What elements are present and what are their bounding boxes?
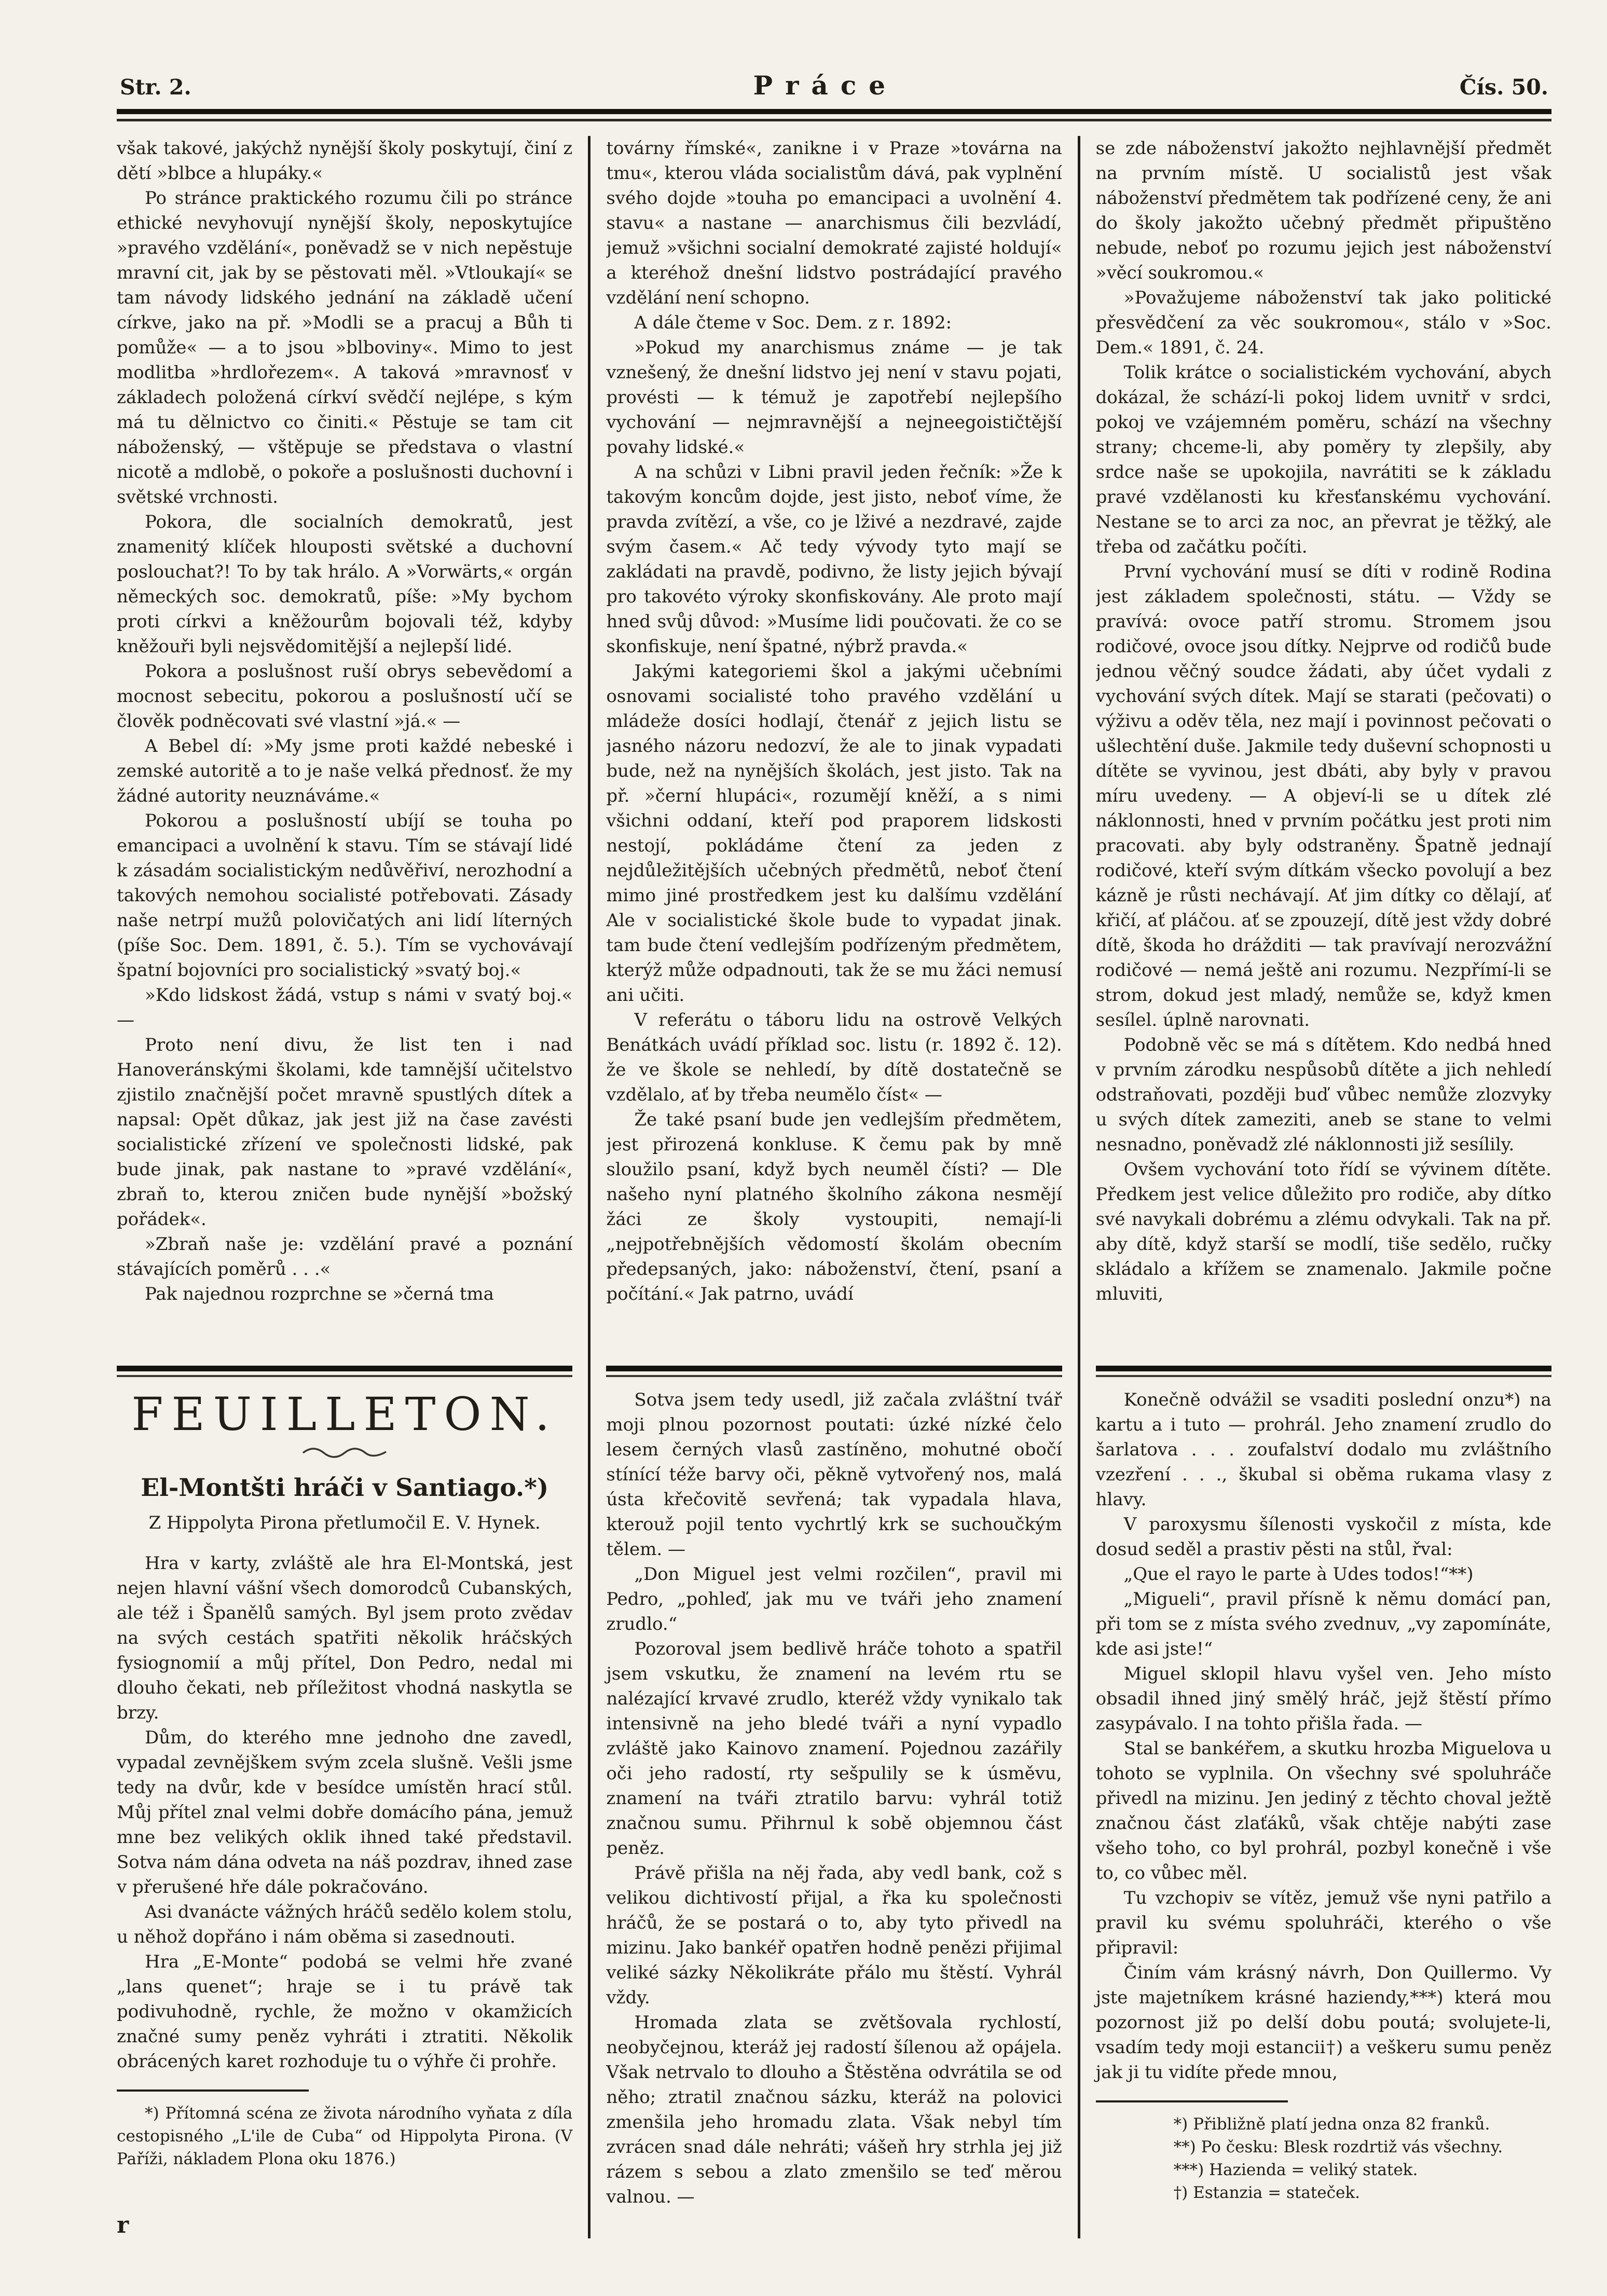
footnote: †) Estanzia = stateček.: [1173, 2183, 1360, 2202]
main-article-col3: [1096, 136, 1551, 1360]
feuilleton-paragraph: V paroxysmu šílenosti vyskočil z místa, kde dosud seděl a prastiv pěsti na stůl, řval:: [1095, 1514, 1551, 1560]
article-paragraph: V referátu o táboru lidu na ostrově Velkých Benátkách uvádí příklad soc. listu (r. 1892 č. 12). že ve škole se nehledí, by dítě dostatečně se vzdělalo, ať by třeba neumělo číst« —: [606, 1010, 1062, 1105]
column-3: [1078, 136, 1551, 2238]
article-paragraph: továrny římské«, zanikne i v Praze »továrna na tmu«, kterou vláda socialistům dává, pak vyplnění svého dojde »touha po emancipaci a uvolnění 4. stavu« a nastane — anarchismus čili bezvládí, jemuž »všichni socialní demokraté zajisté holdují« a kteréhož dnešní lidstvo postrádající pravého vzdělání není schopno.: [606, 138, 1062, 308]
feuilleton-paragraph: Činím vám krásný návrh, Don Quillermo. Vy jste majetníkem krásné haziendy,***) která mou pozornost již po delší dobu poutá; svolujete-li, vsadím tedy moji estancii†) a veškeru sumu peněz jak ji tu vidíte přede mnou,: [1095, 1962, 1551, 2083]
feuilleton-paragraph: „Migueli“, pravil přísně k němu domácí pan, při tom se z místa svého zvednuv, „vy zapomínáte, kde asi jste!“: [1095, 1589, 1551, 1659]
article-paragraph: A Bebel dí: »My jsme proti každé nebeské i zemské autoritě a to je naše velká přednosť. že my žádné autority neuznáváme.«: [117, 736, 573, 806]
article-paragraph: A na schůzi v Libni pravil jeden řečník: »Že k takovým koncům dojde, jest jisto, neboť víme, že pravda zvítězí, a vše, co je lživé a nezdravé, zajde svým časem.« Ač tedy vývody tyto mají se zakládati na pravdě, podivno, že listy jejich bývají pro takovéto výroky skonfiskovány. Ale proto mají hned svůj důvod: »Musíme lidi poučovati. že co se skonfiskuje, není špatné, nýbrž pravda.«: [606, 462, 1062, 657]
feuilleton-paragraph: Sotva jsem tedy usedl, již začala zvláštní tvář moji plnou pozornost poutati: úzké nízké čelo lesem černých vlasů zastíněno, mohutné obočí stínící téže barvy oči, pěkně vytvořený nos, malá ústa křečovitě sevřená; tak vypadala hlava, kterouž pojil tento vychrtlý krk se suchoučkým tělem. —: [606, 1390, 1062, 1560]
feuilleton-rule-col1: [117, 1366, 572, 1377]
article-paragraph: Podobně věc se má s dítětem. Kdo nedbá hned v prvním zárodku nespůsobů dítěte a jich nehledí odstraňovati, později buď vůbec nemůže zlozvyky u svých dítek zameziti, aneb se stane to velmi nesnadno, poněvadž zlé náklonnosti již sesílily.: [1095, 1035, 1551, 1155]
squiggle-ornament: [117, 1446, 572, 1461]
article-paragraph: Ovšem vychování toto řídí se vývinem dítěte. Předkem jest velice důležito pro rodiče, aby dítko své navykali dobrému a zlému odvykali. Tak na př. aby dítě, když starší se modlí, tiše sedělo, ručky skládalo a křížem se znamenalo. Jakmile počne mluviti,: [1095, 1159, 1551, 1304]
footnote: *) Přítomná scéna ze života národního vyňata z díla cestopisného „L'ile de Cuba“ od Hippolyta Pirona. (V Paříži, nákladem Plona oku 1876.): [117, 2104, 573, 2169]
footnote: *) Přibližně platí jedna onza 82 franků.: [1173, 2115, 1490, 2134]
feuilleton-paragraph: Tu vzchopiv se vítěz, jemuž vše nyni patřilo a pravil ku svému spoluhráči, kterého o vše připravil:: [1095, 1888, 1551, 1958]
article-paragraph: Pokorou a poslušností ubíjí se touha po emancipaci a uvolnění k stavu. Tím se stávají lidé k zásadám socialistickým nedůvěřiví, nerozhodní a takových nemohou socialisté potřebovati. Zásady naše netrpí mužů polovičatých ani lidí líterných (píše Soc. Dem. 1891, č. 5.). Tím se vychovávají špatní bojovníci pro socialistický »svatý boj.«: [117, 810, 573, 981]
feuilleton-col2: [606, 1387, 1062, 2209]
column-1: [117, 136, 588, 2238]
feuilleton-col1: [117, 1387, 573, 2239]
footnotes-col3: [1096, 2113, 1551, 2204]
feuilleton-col3: [1096, 1387, 1551, 2085]
footnote: ***) Hazienda = veliký statek.: [1173, 2161, 1418, 2179]
article-paragraph: Tolik krátce o socialistickém vychování, abych dokázal, že schází-li pokoj lidem uvnitř v srdci, pokoj ve vzájemném poměru, schází na všechny strany; chceme-li, aby poměry ty zlepšily, aby srdce naše se upokojila, navrátiti se k základu pravé vzdělanosti ku křesťanskému vychování. Nestane se to arci za noc, an převrat je těžký, ale třeba od začátku počíti.: [1095, 362, 1551, 557]
article-paragraph: »Kdo lidskost žádá, vstup s námi v svatý boj.« —: [117, 985, 573, 1030]
feuilleton-paragraph: Dům, do kterého mne jednoho dne zavedl, vypadal zevnějškem svým zcela slušně. Vešli jsme tedy na dvůr, kde v besídce umístěn hrací stůl. Můj přítel znal velmi dobře domácího pána, jemuž mne bez velikých oklik ihned také představil. Sotva nám dána odveta na náš pozdrav, ihned zase v přerušené hře dále pokračováno.: [117, 1727, 573, 1898]
feuilleton-paragraph: Hromada zlata se zvětšovala rychlostí, neobyčejnou, kteráž jej radostí šílenou až opájela. Však netrvalo to dlouho a Štěstěna odvrátila se od něho; ztratil značnou sázku, kteráž na polovici zmenšila jeho hromadu zlata. Však nebyl tím zvrácen snad dále nehráti; vášeň hry strhla jej již rázem s sebou a zlato zmenšilo se teď měrou valnou. —: [606, 2012, 1062, 2207]
article-paragraph: Pokora a poslušnost ruší obrys sebevědomí a mocnost sebecitu, pokorou a poslušností učí se člověk podněcovati své vlastní »já.« —: [117, 661, 573, 732]
feuilleton-paragraph: Právě přišla na něj řada, aby vedl bank, což s velikou dichtivostí přijal, a řka ku společnosti hráčů, že se postará o to, aby tyto přivedl na mizinu. Jako bankéř opatřen hodně penězi přijimal veliké sázky Několikráte přálo mu štěstí. Vyhrál vždy.: [606, 1863, 1062, 2008]
article-paragraph: Po stránce praktického rozumu čili po stránce ethické nevyhovují nynější školy, neposkytujíce »pravého vzdělání«, poněvadž se v nich nepěstuje mravní cit, jak by se pěstovati měl. »Vtloukají« se tam návody lidského jednání na základě učení církve, jako na př. »Modli se a pracuj a Bůh ti pomůže« — a to jsou »blboviny«. Mimo to jest modlitba »hrdlořezem«. A taková »mravnosť v základech položená církví svědčí nejlépe, s kým má tu dělnictvo co činiti.« Pěstuje se tam cit náboženský, — vštěpuje se představa o vlastní nicotě a mdlobě, o pokoře a poslušnosti duchovní i světské vrchnosti.: [117, 188, 573, 507]
feuilleton-paragraph: Miguel sklopil hlavu vyšel ven. Jeho místo obsadil ihned jiný smělý hráč, jejž štěstí přímo zasypávalo. I na tohto přišla řada. —: [1095, 1663, 1551, 1734]
issue-number: Čís. 50.: [1459, 75, 1548, 100]
article-paragraph: se zde náboženství jakožto nejhlavnější předmět na prvním místě. U socialistů jest však náboženství předmětem tak podřízené ceny, že ani do školy jakožto učebný předmět připuštěno nebude, neboť po rozumu jejich jest náboženství »věcí soukromou.«: [1095, 138, 1551, 283]
article-paragraph: »Pokud my anarchismus známe — je tak vznešený, že dnešní lidstvo jej není v stavu pojati, provésti — k témuž je zapotřebí nejlepšího vychování — nejmravnější a nejneegoističtější povahy lidské.«: [606, 337, 1062, 458]
feuilleton-paragraph: „Que el rayo le parte à Udes todos!“**): [1123, 1564, 1474, 1585]
main-article-col1: [117, 136, 572, 1360]
feuilleton-paragraph: Stal se bankéřem, a skutku hrozba Miguelova u tohoto se vyplnila. On všechny své spoluhráče přivedl na mizinu. Jen jediný z těchto choval ježtě značnou část zlaťáků, však chtěje nabýti zase všeho toho, co byl prohrál, pozbyl konečně i vše to, co vůbec měl.: [1095, 1738, 1551, 1883]
newspaper-title: Práce: [753, 70, 898, 101]
feuilleton-title: El-Montšti hráči v Santiago.*): [141, 1474, 549, 1503]
article-paragraph: A dále čteme v Soc. Dem. z r. 1892:: [634, 312, 952, 333]
feuilleton-rule-col2: [606, 1366, 1062, 1377]
columns: [117, 136, 1551, 2238]
article-paragraph: Pak najednou rozprchne se »černá tma: [145, 1284, 494, 1304]
footnote-rule-col1: [117, 2089, 309, 2092]
signature-mark: r: [117, 2212, 129, 2239]
header-rule: [117, 109, 1551, 121]
footnotes-col1: [117, 2102, 572, 2170]
article-paragraph: První vychování musí se díti v rodině Rodina jest základem společnosti, státu. — Vždy se pravívá: ovoce patří stromu. Stromem jsou rodičové, ovoce jsou dítky. Nejprve od rodičů bude jednou věčný soudce žádati, aby účet vydali z vychování svých dítek. Mají se starati (pečovati) o výživu a oděv těla, nez mají i povinnost pečovati o ušlechtění duše. Jakmile tedy duševní schopnosti u dítěte se vyvinou, jest dbáti, aby byly v pravou míru uvedeny. — A objeví-li se u dítek zlé náklonnosti, hned v prvním počátku jest proti nim pracovati. aby byly odstraněny. Špatně jednají rodičové, kteří svým dítkám všecko povolují a bez kázně je růsti nechávají. Ať jim dítky co dělají, ať křičí, ať pláčou. ať se zpouzejí, dítě jest vždy dobré dítě, škoda ho drážditi — tak pravívají nerozvážní rodičové — nemá ještě ani rozumu. Nezpřímí-li se strom, dokud jest mladý, nemůže se, když kmen sesílel. úplně narovnati.: [1095, 561, 1551, 1030]
feuilleton-paragraph: Pozoroval jsem bedlivě hráče tohoto a spatřil jsem vskutku, že znamení na levém rtu se nalézající krvavé zrudlo, kteréž vždy vynikalo tak intensivně na jeho bledé tváři a nyní vypadlo zvláště jako Kainovo znamení. Pojednou zazářily oči jeho radostí, rty sešpulily se k úsměvu, znamení na tváři ztratilo barvu: vyhrál totiž značnou sumu. Přihrnul k sobě objemnou část peněz.: [606, 1639, 1062, 1859]
article-paragraph: Jakými kategoriemi škol a jakými učebními osnovami socialisté toho pravého vzdělání u mládeže dosíci hodlají, čtenář z jejich listu se jasného názoru nedozví, že ale to jinak vypadati bude, než na nynějších školách, jest jisto. Tak na př. »černí hlupáci«, rozumějí kněží, a s nimi všichni oddaní, kteří pod praporem lidskosti nestojí, pokládáme čtení za jeden z nejdůležitějších učebných předmětů, neboť čtení mimo jiné prostředkem jest ku dalšímu vzdělání Ale v socialistické škole bude to vypadat jinak. tam bude čtení vedlejším podřízeným předmětem, kterýž může odpadnouti, tak že se mu žáci nemusí ani učiti.: [606, 661, 1062, 1006]
page-number: Str. 2.: [120, 75, 191, 100]
feuilleton-paragraph: Hra v karty, zvláště ale hra El-Montská, jest nejen hlavní vášní všech domorodců Cubanských, ale též i Španělů samých. Byl jsem proto zvědav na svých cestách spatřiti několik hráčských fysiognomií a můj přítel, Don Pedro, nedal mi dlouho čekati, neb příležitost vhodná naskytla se brzy.: [117, 1553, 573, 1724]
feuilleton-paragraph: Konečně odvážil se vsaditi poslední onzu*) na kartu a i tuto — prohrál. Jeho znamení zrudlo do šarlatova . . . zoufalství dodalo mu zvláštního vzezření . . ., škubal si oběma rukama vlasy z hlavy.: [1095, 1390, 1551, 1510]
main-article-col2: [606, 136, 1062, 1360]
article-paragraph: Že také psaní bude jen vedlejším předmětem, jest přirozená konkluse. K čemu pak by mně sloužilo psaní, když bych neuměl čísti? — Dle našeho nyní platného školního zákona nesmějí žáci ze školy vystoupiti, nemají-li „nejpotřebnějších vědomostí školám obecním předepsaných, jako: náboženství, čtení, psaní a počítání.« Jak patrno, uvádí: [606, 1109, 1062, 1304]
article-paragraph: »Považujeme náboženství tak jako politické přesvědčení za věc soukromou«, stálo v »Soc. Dem.« 1891, č. 24.: [1095, 287, 1551, 358]
feuilleton-paragraph: Asi dvanácte vážných hráčů sedělo kolem stolu, u něhož dopřáno i nám oběma si zasednouti.: [117, 1902, 573, 1948]
page-header: [117, 70, 1551, 109]
feuilleton-text-col1: [117, 1551, 572, 2074]
footnote: **) Po česku: Blesk rozdrtiž vás všechny.: [1173, 2138, 1503, 2156]
footnote-rule-col3: [1096, 2100, 1288, 2102]
article-paragraph: Proto není divu, že list ten i nad Hanoveránskými školami, kde tamnější učitelstvo zjistilo značnější počet mravně spustlých dítek a napsal: Opět důkaz, jak jest již na čase zavésti socialistické zřízení ve společnosti lidské, pak bude jinak, pak nastane to »pravé vzdělání«, zbraň to, kterou zničen bude nynější »božský pořádek«.: [117, 1035, 573, 1230]
feuilleton-paragraph: „Don Miguel jest velmi rozčilen“, pravil mi Pedro, „pohleď, jak mu ve tváři jeho znamení zrudlo.“: [606, 1564, 1062, 1634]
feuilleton-rule-col3: [1096, 1366, 1551, 1377]
feuilleton-paragraph: Hra „E-Monte“ podobá se velmi hře zvané „lans quenet“; hraje se i tu právě tak podivuhodně, rychle, že možno v okamžicích značné sumy peněz vyhráti i ztratiti. Několik obrácených karet rozhoduje tu o výhře či prohře.: [117, 1951, 573, 2072]
article-paragraph: Pokora, dle socialních demokratů, jest znamenitý klíček hlouposti světské a duchovní poslouchat?! To by tak hrálo. A »Vorwärts,« orgán německých soc. demokratů, píše: »My bychom proti církvi a kněžourům bojovali též, kdyby kněžouři byli nejsvědomitější a nejlepší lidé.: [117, 512, 573, 657]
feuilleton-byline: Z Hippolyta Pirona přetlumočil E. V. Hynek.: [148, 1513, 541, 1534]
feuilleton-heading: FEUILLETON.: [131, 1387, 558, 1441]
column-2: [588, 136, 1077, 2238]
article-paragraph: »Zbraň naše je: vzdělání pravé a poznání stávajících poměrů . . .«: [117, 1234, 573, 1280]
article-paragraph: však takové, jakýchž nynější školy poskytují, činí z dětí »blbce a hlupáky.«: [117, 138, 573, 184]
